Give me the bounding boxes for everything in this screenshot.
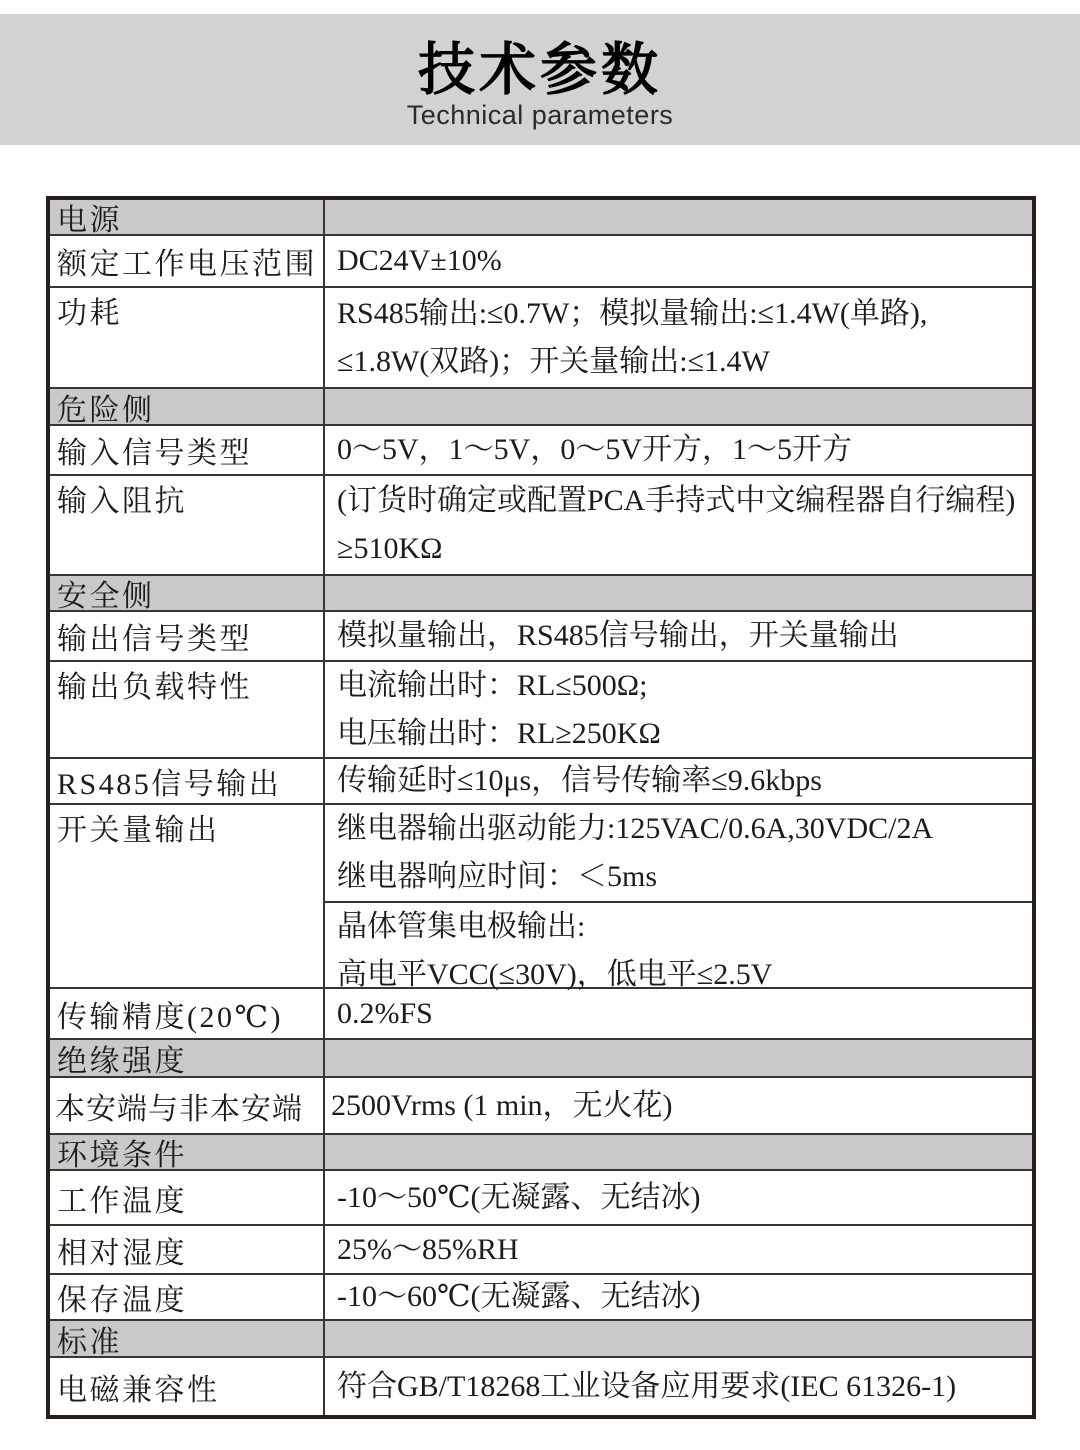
row-working-temperature — [50, 1171, 1032, 1226]
row-value-line: ≤1.8W(双路)；开关量输出:≤1.4W — [337, 344, 770, 378]
row-value: 模拟量输出，RS485信号输出，开关量输出 — [337, 619, 899, 652]
section-row-hazardous-side — [50, 389, 1032, 426]
section-label: 环境条件 — [57, 1139, 187, 1172]
row-value: DC24V±10% — [337, 244, 502, 277]
section-row-standard — [50, 1321, 1032, 1358]
row-switch-output — [50, 805, 1032, 989]
row-value: 传输延时≤10μs，信号传输率≤9.6kbps — [337, 764, 822, 797]
header-banner — [0, 14, 1080, 145]
technical-parameters-table — [46, 196, 1036, 1419]
row-rs485-output — [50, 759, 1032, 805]
row-label: 本安端与非本安端 — [55, 1092, 303, 1126]
row-label: 相对湿度 — [57, 1236, 187, 1270]
row-is-terminal — [50, 1078, 1032, 1135]
row-value: 0.2%FS — [337, 996, 433, 1030]
section-label: 绝缘强度 — [57, 1045, 187, 1078]
row-label: 保存温度 — [57, 1284, 187, 1317]
section-label: 安全侧 — [57, 580, 155, 613]
row-label: 开关量输出 — [57, 814, 220, 847]
row-storage-temperature — [50, 1275, 1032, 1321]
row-value: 2500Vrms (1 min，无火花) — [331, 1088, 673, 1122]
section-row-insulation — [50, 1040, 1032, 1078]
row-label: 输出信号类型 — [57, 623, 252, 656]
page-subtitle: Technical parameters — [406, 100, 674, 130]
row-power-consumption — [50, 288, 1032, 389]
page-title: 技术参数 — [418, 38, 662, 102]
row-value-line: ≥510KΩ — [337, 532, 443, 565]
row-label: 输入阻抗 — [57, 485, 187, 518]
row-value-line: 继电器响应时间：＜5ms — [337, 860, 658, 893]
row-label: 电磁兼容性 — [57, 1373, 220, 1407]
row-value-line: 继电器输出驱动能力:125VAC/0.6A,30VDC/2A — [337, 812, 934, 845]
row-value: 25%～85%RH — [337, 1232, 519, 1266]
row-transmission-accuracy — [50, 989, 1032, 1040]
row-value-line: RS485输出:≤0.7W；模拟量输出:≤1.4W(单路), — [337, 296, 928, 330]
row-label: 传输精度(20℃) — [57, 1000, 284, 1034]
section-label: 标准 — [57, 1325, 122, 1359]
section-row-power — [50, 200, 1032, 236]
row-value-line: 电压输出时：RL≥250KΩ — [337, 716, 661, 750]
section-row-environment — [50, 1135, 1032, 1171]
row-input-impedance — [50, 476, 1032, 576]
row-value-line: 晶体管集电极输出: — [337, 910, 586, 943]
row-label: 额定工作电压范围 — [57, 248, 317, 281]
row-label: 输入信号类型 — [57, 437, 252, 470]
row-label: RS485信号输出 — [57, 768, 282, 801]
section-label: 危险侧 — [57, 393, 155, 427]
row-label: 工作温度 — [57, 1184, 187, 1218]
row-value-line: 电流输出时：RL≤500Ω; — [337, 668, 648, 702]
section-row-safe-side — [50, 576, 1032, 612]
row-emc — [50, 1358, 1032, 1415]
transistor-output-subcell — [325, 903, 1032, 999]
row-value: -10～60℃(无凝露、无结冰) — [337, 1280, 701, 1313]
section-label: 电源 — [57, 204, 122, 237]
row-input-signal-type — [50, 426, 1032, 476]
row-rated-voltage — [50, 236, 1032, 288]
row-output-load — [50, 662, 1032, 759]
row-value-line: (订货时确定或配置PCA手持式中文编程器自行编程) — [337, 484, 1016, 517]
row-value: -10～50℃(无凝露、无结冰) — [337, 1180, 701, 1214]
row-label: 功耗 — [57, 297, 122, 330]
row-value: 0～5V，1～5V，0～5V开方，1～5开方 — [337, 433, 852, 466]
row-output-signal-type — [50, 612, 1032, 662]
row-relative-humidity — [50, 1226, 1032, 1275]
row-label: 输出负载特性 — [57, 671, 252, 704]
relay-output-subcell — [325, 805, 1032, 903]
row-value-line: 高电平VCC(≤30V)，低电平≤2.5V — [337, 958, 773, 991]
row-value: 符合GB/T18268工业设备应用要求(IEC 61326-1) — [337, 1369, 957, 1403]
